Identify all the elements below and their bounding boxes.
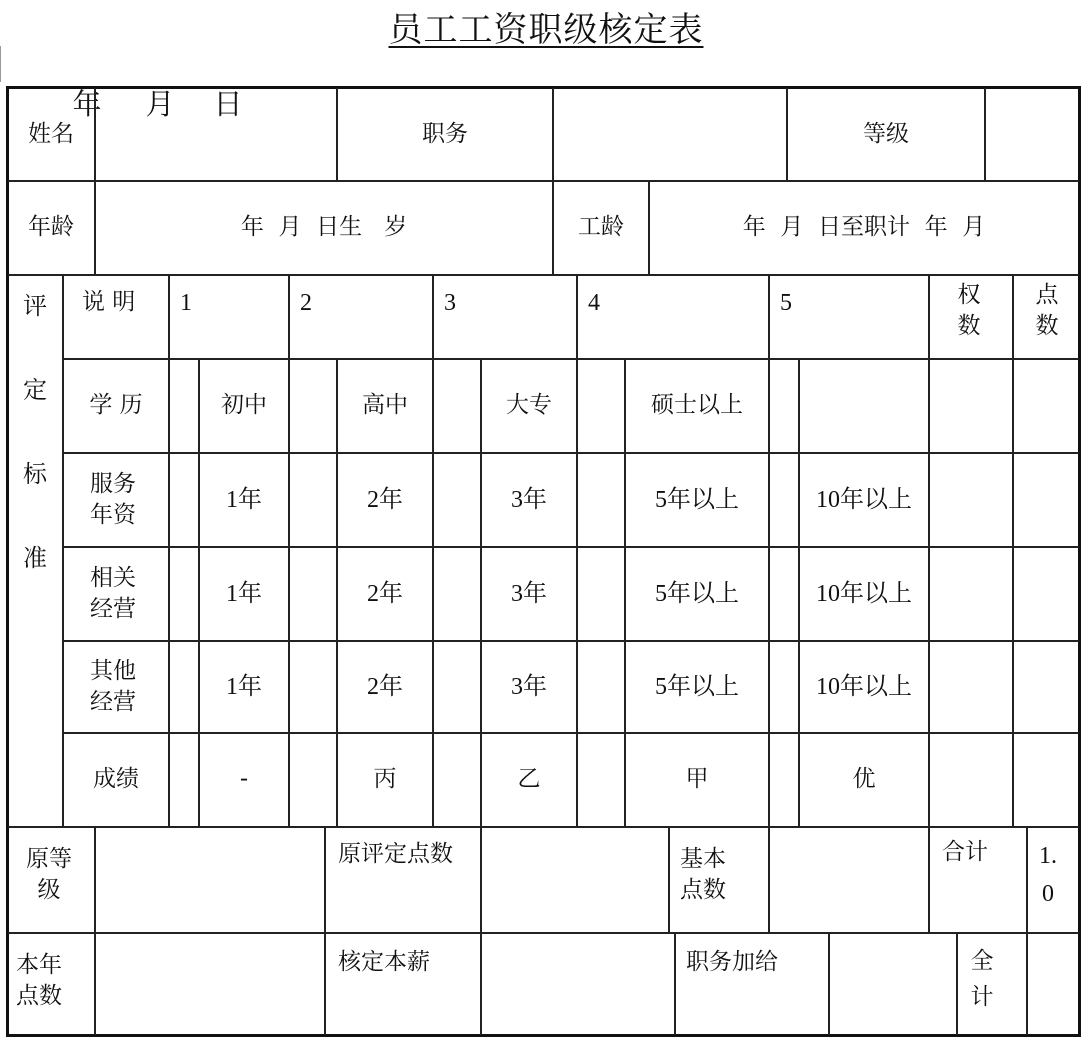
criteria-cell: 1年: [226, 486, 262, 513]
level-header-4: 4: [588, 290, 600, 316]
criteria-cell: 3年: [511, 486, 547, 513]
col-divider: [576, 274, 578, 826]
seniority-field[interactable]: 年 月 日至职计 年 月: [742, 214, 986, 241]
duty-allowance-label: 职务加给: [686, 949, 778, 975]
level-header-1: 1: [180, 290, 192, 316]
criteria-cell: 5年以上: [655, 580, 739, 607]
criteria-row-label: 成绩: [93, 766, 139, 793]
page-title: 员工工资职级核定表: [388, 10, 704, 50]
col-divider: [168, 274, 170, 826]
criteria-cell: 初中: [221, 392, 267, 419]
criteria-row-label: 相关经营: [90, 564, 136, 622]
grand-total-label: 全计: [970, 948, 994, 1010]
approved-salary-field[interactable]: [482, 934, 674, 1035]
grade-field[interactable]: [986, 90, 1078, 180]
level-header-3: 3: [444, 290, 456, 316]
criteria-cell: 10年以上: [816, 580, 912, 607]
criteria-row-label: 其他经营: [90, 657, 136, 715]
orig-grade-field[interactable]: [96, 828, 324, 932]
orig-points-label: 原评定点数: [338, 841, 453, 867]
criteria-cell: 乙: [517, 766, 541, 793]
col-divider: [432, 274, 434, 826]
col-divider: [928, 274, 930, 826]
base-points-label: 基本点数: [680, 845, 726, 903]
date-day: 日: [213, 87, 243, 121]
year-points-field[interactable]: [96, 934, 324, 1035]
weight-header: 权数: [957, 282, 981, 340]
criteria-cell: 10年以上: [816, 673, 912, 700]
date-month: 月: [145, 87, 175, 121]
criteria-side-char: 定: [23, 376, 47, 404]
criteria-cell: 2年: [367, 580, 403, 607]
criteria-cell: 2年: [367, 673, 403, 700]
grand-total-field[interactable]: [1028, 934, 1078, 1035]
criteria-cell: 5年以上: [655, 673, 739, 700]
criteria-cell: 2年: [367, 486, 403, 513]
total-label: 合计: [942, 839, 988, 865]
seniority-label: 工龄: [578, 214, 624, 241]
col-divider: [324, 932, 326, 1035]
criteria-cell: 3年: [511, 673, 547, 700]
criteria-cell: 甲: [685, 766, 709, 793]
orig-points-field[interactable]: [482, 828, 668, 932]
criteria-cell: 1年: [226, 580, 262, 607]
col-divider: [1012, 274, 1014, 826]
col-divider: [956, 932, 958, 1035]
age-field[interactable]: 年 月 日生 岁: [240, 214, 408, 241]
criteria-row-label: 服务年资: [90, 470, 136, 528]
position-field[interactable]: [554, 90, 786, 180]
criteria-cell: 丙: [373, 766, 397, 793]
criteria-cell: 1年: [226, 673, 262, 700]
col-divider: [1026, 826, 1028, 932]
level-header-2: 2: [300, 290, 312, 316]
criteria-row-label: 学 历: [89, 392, 143, 419]
page-edge-mark: [0, 46, 7, 82]
total-value: 1.0: [1039, 842, 1057, 907]
year-points-label: 本年点数: [16, 951, 62, 1009]
criteria-cell: 10年以上: [816, 486, 912, 513]
duty-allowance-field[interactable]: [830, 934, 956, 1035]
criteria-cell: 优: [852, 766, 876, 793]
level-header-5: 5: [780, 290, 792, 316]
date-year: 年: [72, 87, 102, 121]
criteria-cell: -: [239, 766, 249, 793]
criteria-side-char: 标: [23, 460, 47, 488]
criteria-side-char: 准: [23, 544, 47, 572]
age-label: 年龄: [28, 214, 74, 241]
col-divider: [928, 826, 930, 932]
criteria-desc-header: 说 明: [82, 289, 136, 315]
col-divider: [674, 932, 676, 1035]
criteria-cell: 大专: [506, 392, 552, 419]
col-divider: [288, 274, 290, 826]
col-divider: [668, 826, 670, 932]
approved-salary-label: 核定本薪: [338, 949, 430, 975]
criteria-cell: [800, 360, 928, 452]
name-field[interactable]: [96, 90, 336, 180]
base-points-field[interactable]: [770, 828, 928, 932]
criteria-cell: 3年: [511, 580, 547, 607]
criteria-cell: 高中: [362, 392, 408, 419]
points-header: 点数: [1035, 282, 1059, 340]
criteria-cell: 5年以上: [655, 486, 739, 513]
criteria-side-char: 评: [23, 292, 47, 320]
grade-label: 等级: [863, 121, 909, 148]
col-divider: [768, 274, 770, 826]
col-divider: [324, 826, 326, 932]
position-label: 职务: [422, 121, 468, 148]
orig-grade-label: 原等级: [26, 845, 72, 903]
name-label: 姓名: [28, 121, 74, 148]
criteria-cell: 硕士以上: [651, 392, 743, 419]
